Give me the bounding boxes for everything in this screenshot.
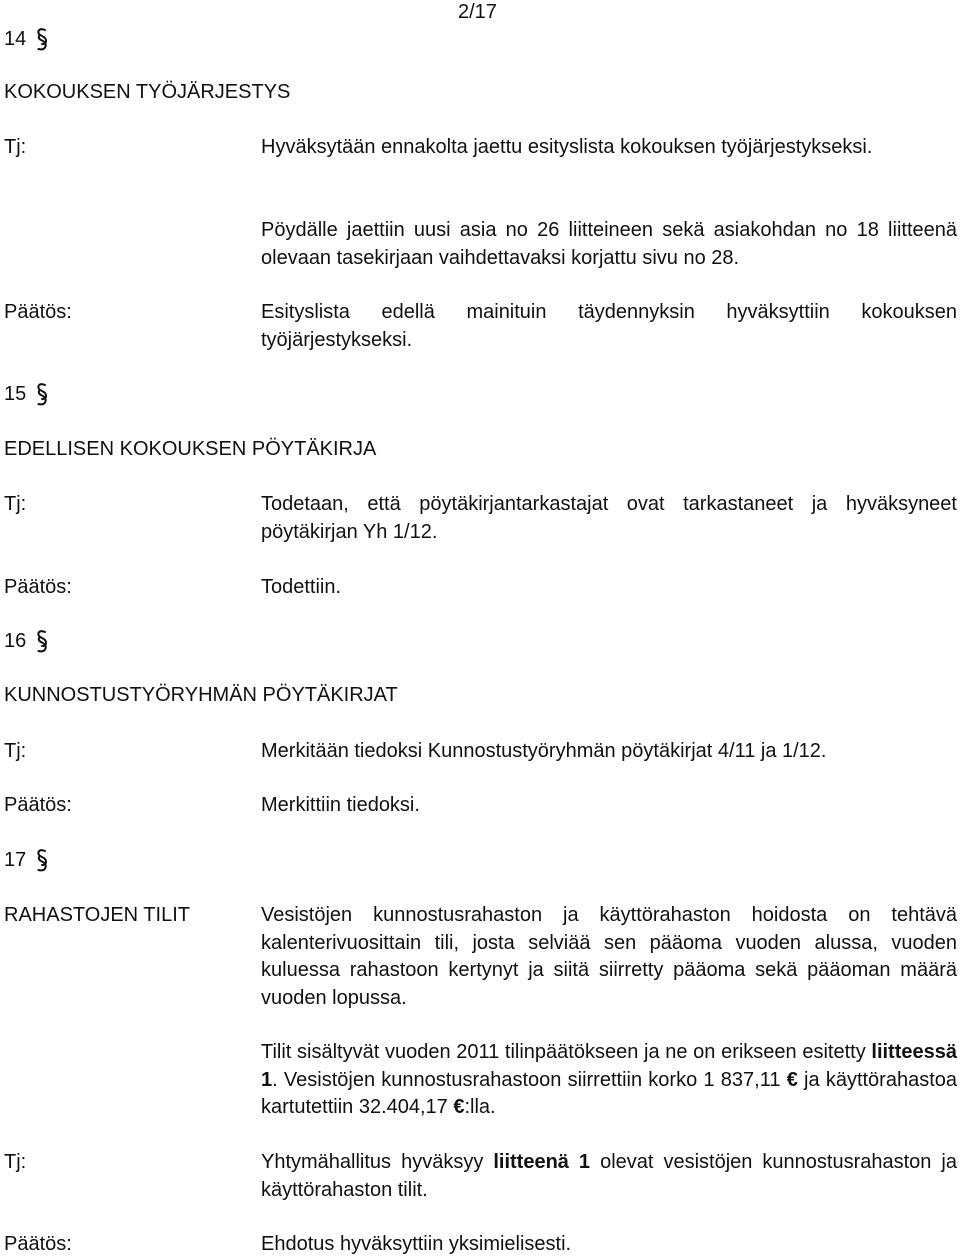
section-15-tj-label: Tj: [4, 493, 27, 515]
section-14-number [4, 26, 50, 54]
section-sign-icon [34, 629, 50, 655]
section-14-tj-text-2: Pöydälle jaettiin uusi asia no 26 liitteineen sekä asiakohdan no 18 liitteenä olevaan tasekirjaan vaihdettavaksi korjattu sivu no 28. [261, 219, 957, 269]
section-16-number [4, 628, 50, 656]
section-16-title: KUNNOSTUSTYÖRYHMÄN PÖYTÄKIRJAT [4, 684, 398, 706]
section-16-paatos-text: Merkittiin tiedoksi. [261, 794, 420, 816]
attachment-reference: liitteenä 1 [493, 1151, 591, 1173]
section-14-title: KOKOUKSEN TYÖJÄRJESTYS [4, 81, 291, 103]
section-number: 14 [4, 28, 27, 50]
section-sign-icon [34, 848, 50, 874]
section-14-tj-text: Hyväksytään ennakolta jaettu esityslista kokouksen työjärjestykseksi. [261, 136, 873, 158]
section-number: 17 [4, 849, 27, 871]
section-15-paatos-text: Todettiin. [261, 576, 342, 598]
section-17-text-1: Vesistöjen kunnostusrahaston ja käyttörahaston hoidosta on tehtävä kalenterivuosittain tili, josta selviää sen pääoma vuoden alussa, vuoden kuluessa rahastoon kertynyt ja siitä siirretty pääoma sekä pääoman määrä vuoden lopussa. [261, 904, 957, 1009]
section-number: 15 [4, 383, 27, 405]
section-number: 16 [4, 630, 27, 652]
section-sign-icon [34, 382, 50, 408]
section-14-tj-label: Tj: [4, 136, 27, 158]
section-17-tj-text: Yhtymähallitus hyväksyy liitteenä 1 olevat vesistöjen kunnostusrahaston ja käyttörahaston tilit. [261, 1151, 957, 1201]
attachment-reference: liitteessä 1 [261, 1041, 957, 1091]
section-sign-icon [34, 27, 50, 53]
section-17-title: RAHASTOJEN TILIT [4, 904, 190, 926]
page-number: 2/17 [458, 1, 497, 23]
section-14-paatos-text: Esityslista edellä mainituin täydennyksin hyväksyttiin kokouksen työjärjestykseksi. [261, 301, 957, 351]
section-17-tj-label: Tj: [4, 1151, 27, 1173]
section-15-tj-text: Todetaan, että pöytäkirjantarkastajat ovat tarkastaneet ja hyväksyneet pöytäkirjan Yh 1/12. [261, 493, 957, 543]
section-15-title: EDELLISEN KOKOUKSEN PÖYTÄKIRJA [4, 438, 377, 460]
section-16-tj-label: Tj: [4, 740, 27, 762]
section-16-tj-text: Merkitään tiedoksi Kunnostustyöryhmän pöytäkirjat 4/11 ja 1/12. [261, 740, 827, 762]
section-17-paatos-text: Ehdotus hyväksyttiin yksimielisesti. [261, 1233, 572, 1255]
section-17-paatos-label: Päätös: [4, 1233, 72, 1255]
euro-sign: € [453, 1096, 465, 1118]
section-14-paatos-label: Päätös: [4, 301, 72, 323]
section-17-number [4, 847, 50, 875]
euro-sign: € [786, 1068, 798, 1091]
section-16-paatos-label: Päätös: [4, 794, 72, 816]
section-15-paatos-label: Päätös: [4, 576, 72, 598]
section-17-text-2: Tilit sisältyvät vuoden 2011 tilinpäätökseen ja ne on erikseen esitetty liitteessä 1. Vesistöjen kunnostusrahastoon siirrettiin korko 1 837,11 € ja käyttörahastoa kartutettiin 32.404,17 €:lla. [261, 1041, 958, 1118]
section-15-number [4, 381, 50, 409]
